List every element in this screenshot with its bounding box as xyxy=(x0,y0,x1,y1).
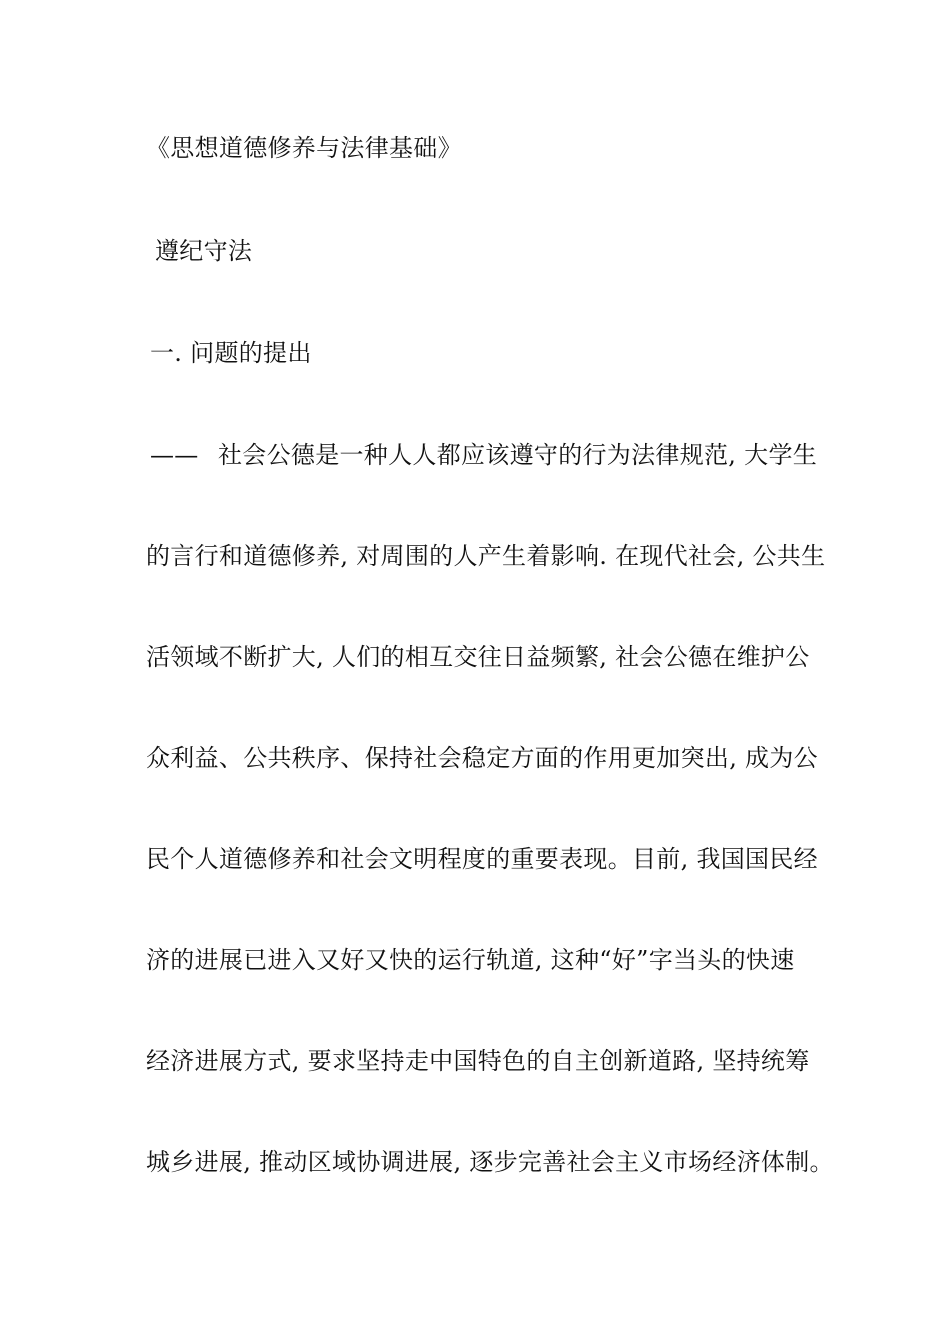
paragraph-line-3: 活领域不断扩大, 人们的相互交往日益频繁, 社会公德在维护公 xyxy=(146,643,810,671)
section-title: 遵纪守法 xyxy=(155,237,253,265)
subsection-title: 一. 问题的提出 xyxy=(150,339,312,367)
paragraph-line-4: 众利益、公共秩序、保持社会稳定方面的作用更加突出, 成为公 xyxy=(146,744,818,772)
paragraph-line-7: 经济进展方式, 要求坚持走中国特色的自主创新道路, 坚持统筹 xyxy=(146,1047,810,1075)
paragraph-text: 社会公德是一种人人都应该遵守的行为法律规范, 大学生 xyxy=(218,441,818,469)
paragraph-line-8: 城乡进展, 推动区域协调进展, 逐步完善社会主义市场经济体制。 xyxy=(146,1148,834,1176)
paragraph-line-6: 济的进展已进入又好又快的运行轨道, 这种“好”字当头的快速 xyxy=(146,946,795,974)
paragraph-line-5: 民个人道德修养和社会文明程度的重要表现。目前, 我国国民经 xyxy=(146,845,818,873)
paragraph-line-1 xyxy=(150,440,830,470)
document-title: 《思想道德修养与法律基础》 xyxy=(146,134,462,162)
lead-dash: —— xyxy=(150,441,199,469)
paragraph-line-2: 的言行和道德修养, 对周围的人产生着影响. 在现代社会, 公共生 xyxy=(146,542,826,570)
